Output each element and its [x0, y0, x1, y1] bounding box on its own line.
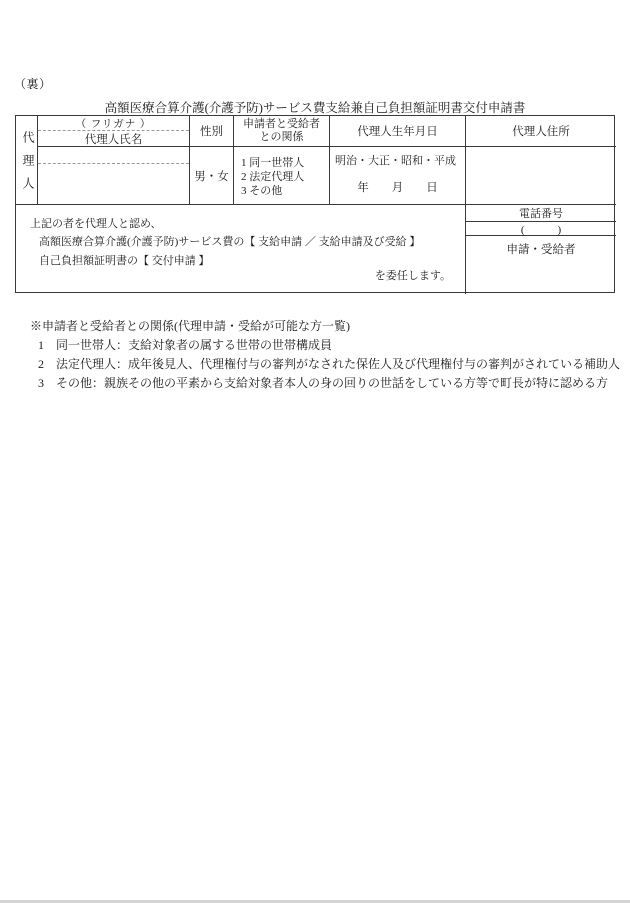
agent-name-input-area [38, 147, 190, 205]
delegation-line-3: 自己負担額証明書の【 交付申請 】 [39, 255, 210, 267]
birthdate-header-label: 代理人生年月日 [330, 116, 466, 147]
relation-options [234, 147, 330, 205]
agent-rowspan-label: 代理人 [16, 116, 38, 205]
phone-label: 電話番号 [466, 205, 616, 222]
delegation-line-1: 上記の者を代理人と認め、 [30, 218, 162, 230]
delegation-statement [16, 205, 466, 294]
furigana-label: （ フリガナ ） [38, 116, 189, 131]
applicant-recipient-label: 申請・受給者 [506, 244, 576, 256]
note-item-household: 1 同一世帯人：支給対象者の属する世帯の世帯構成員 [38, 338, 333, 352]
relation-option-other: 3 その他 [241, 185, 283, 197]
phone-value-parens: ( ) [466, 222, 616, 236]
notes-list [38, 336, 620, 393]
agent-info-table [15, 115, 615, 293]
delegation-line-4: を委任します。 [374, 270, 451, 282]
gender-options: 男・女 [190, 147, 234, 205]
agent-name-label: 代理人氏名 [84, 133, 143, 146]
era-options: 明治・大正・昭和・平成 [335, 155, 456, 167]
gender-header-label: 性別 [190, 116, 234, 147]
relation-header [234, 116, 330, 147]
note-item-legal: 2 法定代理人：成年後見人、代理権付与の審判がなされた保佐人及び代理権付与の審判がされている補助人 [38, 357, 621, 371]
delegation-line-2: 高額医療合算介護(介護予防)サービス費の【 支給申請 ／ 支給申請及び受給 】 [39, 236, 421, 248]
relation-option-legal: 2 法定代理人 [241, 171, 305, 183]
relation-header-line2: との関係 [259, 131, 304, 143]
address-header-label: 代理人住所 [466, 116, 616, 147]
notes-heading: ※申請者と受給者との関係(代理申請・受給が可能な方一覧) [30, 319, 350, 333]
note-item-other: 3 その他：親族その他の平素から支給対象者本人の身の回りの世話をしている方等で町長が特に認める方 [38, 376, 609, 390]
birthdate-input-area [330, 147, 466, 205]
furigana-name-divider [38, 163, 189, 164]
relation-header-line1: 申請者と受給者 [243, 118, 320, 130]
relation-option-household: 1 同一世帯人 [241, 157, 305, 169]
agent-name-header [38, 116, 190, 147]
notes-section [30, 317, 620, 393]
back-side-label: （裏） [14, 77, 52, 91]
document-title: 高額医療合算介護(介護予防)サービス費支給兼自己負担額証明書交付申請書 [104, 101, 526, 115]
date-placeholder: 年 月 日 [357, 182, 438, 194]
address-input-area [466, 147, 616, 205]
